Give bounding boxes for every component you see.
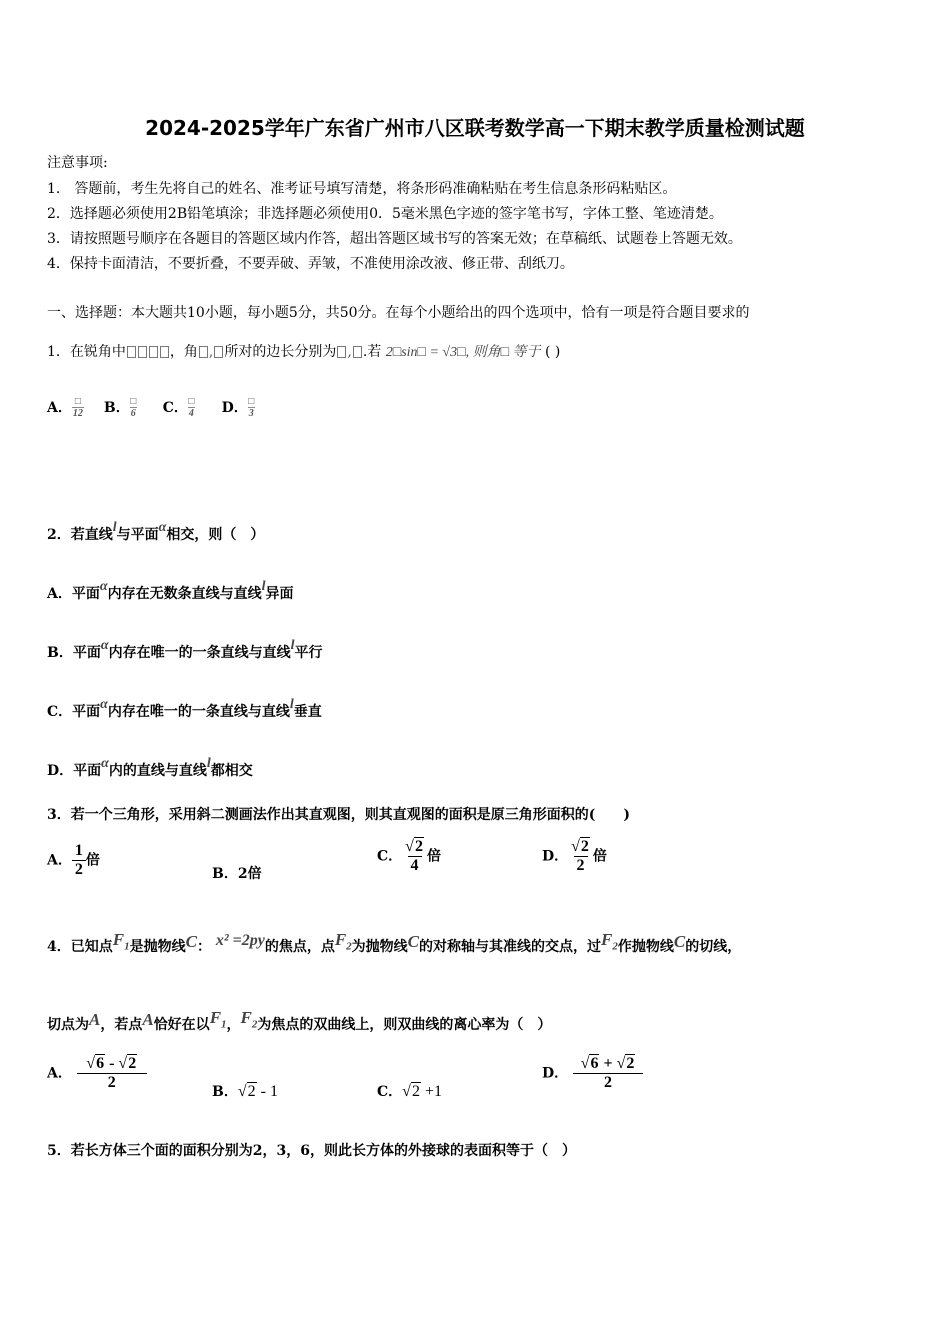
q1-option-a[interactable]: A． □ 12 [47, 396, 83, 419]
q1-option-d[interactable]: D． □ 3 [221, 396, 255, 419]
notice-item: 4．保持卡面清洁，不要折叠，不要弄破、弄皱，不准使用涂改液、修正带、刮纸刀。 [47, 256, 574, 272]
q2-option-c[interactable]: C．平面α内存在唯一的一条直线与直线l垂直 [47, 697, 322, 720]
notice-heading: 注意事项: [47, 155, 108, 171]
q3-option-b[interactable]: B．2倍 [212, 866, 262, 882]
question-5: 5．若长方体三个面的面积分别为2，3，6，则此长方体的外接球的表面积等于（ ） [47, 1143, 576, 1159]
notice-item: 3．请按照题号顺序在各题目的答题区域内作答，超出答题区域书写的答案无效；在草稿纸、试题卷上答题无效。 [47, 231, 742, 247]
q1-options [47, 396, 276, 419]
q3-option-a[interactable]: A． $\frac{1}{2}$ 倍 [47, 842, 100, 878]
q4-option-c[interactable]: C．√2 +1 [377, 1083, 442, 1100]
question-1: 1．在锐角中 ，角 , 所对的边长分别为 , .若 2□sin□ = √3□, 则角□ 等于 ( ) [47, 344, 561, 360]
question-4-line-2: 切点为A，若点A恰好在以$F_1$，$F_2$为焦点的双曲线上，则双曲线的离心率为（ ） [47, 1008, 552, 1033]
q1-number: 1． [47, 344, 70, 360]
page-title: 2024-2025学年广东省广州市八区联考数学高一下期末教学质量检测试题 [145, 116, 805, 140]
notice-item: 1. 答题前，考生先将自己的姓名、准考证号填写清楚，将条形码准确粘贴在考生信息条形码粘贴区。 [47, 181, 677, 197]
q1-option-c[interactable]: C． □ 4 [162, 396, 195, 419]
q1-text: 在锐角中 [69, 344, 126, 360]
q1-paren: ( ) [544, 344, 561, 360]
section-heading: 一、选择题：本大题共10小题，每小题5分，共50分。在每个小题给出的四个选项中，恰有一项是符合题目要求的 [47, 305, 750, 321]
q4-option-b[interactable]: B．√2 - 1 [212, 1083, 278, 1100]
q1-option-b[interactable]: B． □ 6 [103, 396, 137, 419]
q2-option-b[interactable]: B．平面α内存在唯一的一条直线与直线l平行 [47, 638, 323, 661]
notice-item: 2．选择题必须使用2B铅笔填涂；非选择题必须使用0．5毫米黑色字迹的签字笔书写，字体工整、笔迹清楚。 [47, 206, 723, 222]
question-4-line-1: 4．已知点$F_1$是抛物线C： x² =2py的焦点，点$F_2$为抛物线C的对称轴与其准线的交点，过$F_2$作抛物线C的切线， [47, 930, 742, 955]
q3-option-d[interactable]: D． $\frac{√2}{2}$ 倍 [542, 838, 607, 874]
question-2: 2．若直线l与平面α相交，则（ ） [47, 520, 265, 543]
q3-option-c[interactable]: C． $\frac{√2}{4}$ 倍 [377, 838, 441, 874]
q4-option-d[interactable]: D． $\frac{√6 + √2}{2}$ [542, 1055, 643, 1092]
q1-formula: 2□sin□ = √3□, 则角□ 等于 [385, 345, 541, 360]
q1-text: 所对的边长分别为 [224, 344, 337, 360]
q4-equation: x² =2py [215, 932, 265, 949]
q2-option-d[interactable]: D．平面α内的直线与直线l都相交 [47, 756, 253, 779]
question-3: 3．若一个三角形，采用斜二测画法作出其直观图，则其直观图的面积是原三角形面积的( ) [47, 807, 630, 823]
q4-option-a[interactable]: A． $\frac{√6 - √2}{2}$ [47, 1055, 147, 1092]
q2-option-a[interactable]: A．平面α内存在无数条直线与直线l异面 [47, 579, 294, 602]
q1-text: ，角 [169, 344, 198, 360]
q1-text: .若 [362, 344, 382, 360]
